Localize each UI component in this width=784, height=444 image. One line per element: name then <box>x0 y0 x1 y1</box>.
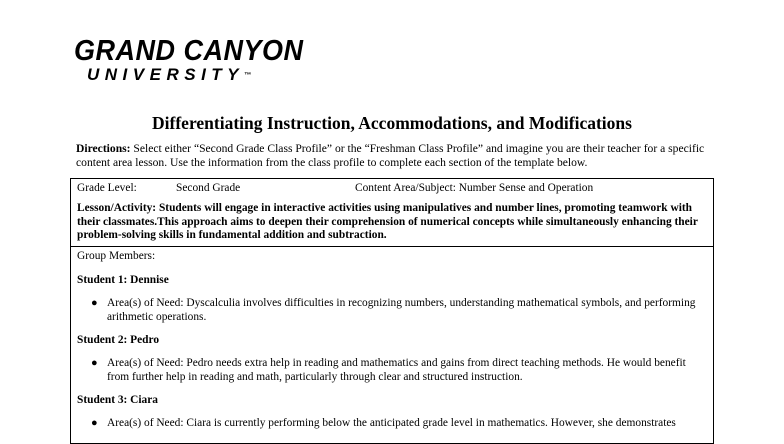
area-of-need: Area(s) of Need: Pedro needs extra help in reading and mathematics and gains from direct teaching methods. He would benefit from further help in reading and math, particularly through clear and structured instruction. <box>107 356 686 383</box>
logo-grand-canyon: GRAND CANYON <box>74 34 304 67</box>
grade-content-row <box>77 182 707 194</box>
directions-text: Select either “Second Grade Class Profile” or the “Freshman Class Profile” and imagine you are their teacher for a specific content area lesson. Use the information from the class profile to complete each section of the template below. <box>76 142 705 169</box>
grade-level-value: Second Grade <box>176 182 241 194</box>
template-table <box>70 178 714 444</box>
group-members-label: Group Members: <box>77 249 156 262</box>
student-label: Student 2: Pedro <box>77 333 160 346</box>
content-area: Content Area/Subject: Number Sense and Operation <box>355 182 594 194</box>
directions <box>76 142 716 170</box>
bullet-icon: ● <box>91 356 98 369</box>
student-label: Student 1: Dennise <box>77 273 169 286</box>
trademark-symbol: ™ <box>244 72 252 79</box>
list-item <box>91 296 707 324</box>
logo-university-text: UNIVERSITY <box>87 65 245 84</box>
bullet-icon: ● <box>91 296 98 309</box>
area-of-need: Area(s) of Need: Ciara is currently performing below the anticipated grade level in mathematics. However, she demonstrates <box>107 416 676 429</box>
grade-level-label: Grade Level: <box>77 182 137 194</box>
group-row <box>71 246 714 443</box>
header-row <box>71 179 714 247</box>
page-title: Differentiating Instruction, Accommodations, and Modifications <box>152 113 632 133</box>
directions-label: Directions: <box>76 142 131 155</box>
university-logo <box>74 36 304 84</box>
lesson-activity: Lesson/Activity: Students will engage in interactive activities using manipulatives and number lines, promoting teamwork with their classmates.This approach aims to deepen their comprehension of numerical concepts while simultaneously enhancing their problem-solving skills in fundamental addition and subtraction. <box>77 202 698 241</box>
group-cell <box>71 246 714 443</box>
bullet-icon: ● <box>91 416 98 429</box>
list-item <box>91 356 707 384</box>
logo-university <box>87 66 304 84</box>
list-item <box>91 416 707 430</box>
area-of-need: Area(s) of Need: Dyscalculia involves difficulties in recognizing numbers, understanding mathematical symbols, and performing arithmetic operations. <box>107 296 696 323</box>
student-label: Student 3: Ciara <box>77 393 159 406</box>
header-cell <box>71 179 714 247</box>
